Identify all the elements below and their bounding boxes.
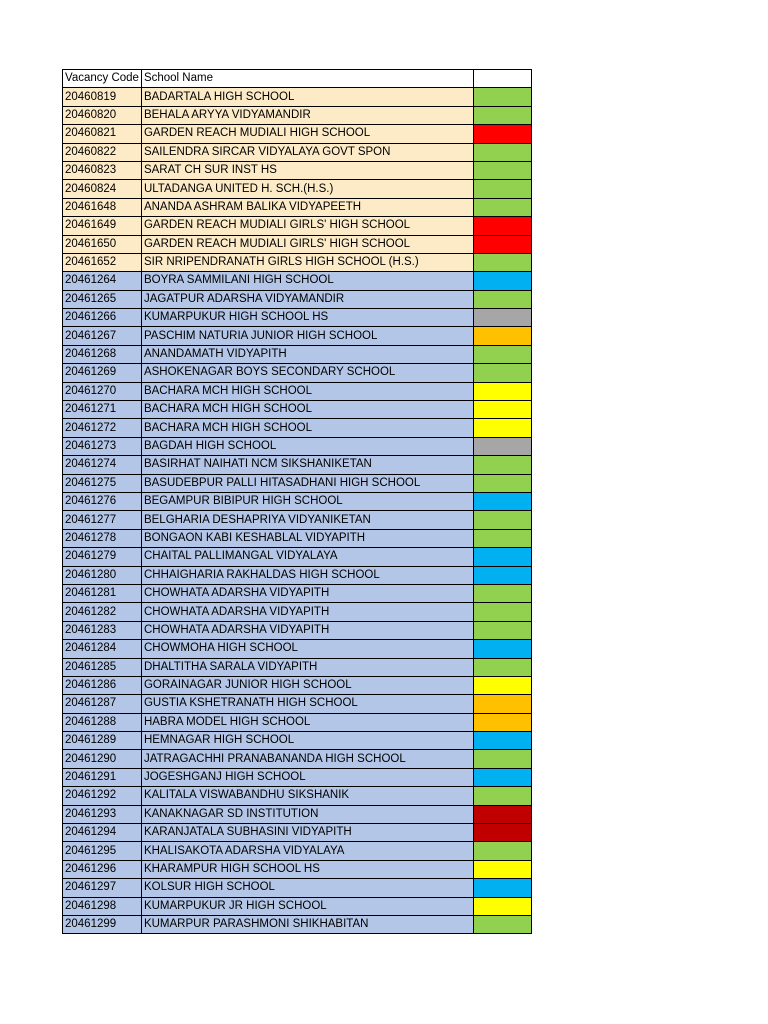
vacancy-code-cell[interactable]: 20461279 <box>63 548 142 566</box>
vacancy-code-cell[interactable]: 20461286 <box>63 676 142 694</box>
table-row <box>63 824 532 842</box>
vacancy-code-cell[interactable]: 20461265 <box>63 290 142 308</box>
vacancy-code-cell[interactable]: 20461298 <box>63 897 142 915</box>
table-row <box>63 401 532 419</box>
school-name-cell[interactable]: ASHOKENAGAR BOYS SECONDARY SCHOOL <box>141 364 473 382</box>
status-color-cell[interactable] <box>473 235 531 253</box>
status-color-cell[interactable] <box>473 474 531 492</box>
vacancy-code-cell[interactable]: 20461650 <box>63 235 142 253</box>
status-color-cell[interactable] <box>473 217 531 235</box>
vacancy-code-cell[interactable]: 20461296 <box>63 860 142 878</box>
status-color-cell[interactable] <box>473 787 531 805</box>
table-row <box>63 327 532 345</box>
school-name-cell[interactable]: KUMARPUKUR HIGH SCHOOL HS <box>141 309 473 327</box>
school-name-cell[interactable]: BADARTALA HIGH SCHOOL <box>141 88 473 106</box>
school-name-cell[interactable]: HABRA MODEL HIGH SCHOOL <box>141 713 473 731</box>
status-color-cell[interactable] <box>473 180 531 198</box>
school-name-cell[interactable]: CHAITAL PALLIMANGAL VIDYALAYA <box>141 548 473 566</box>
school-name-cell[interactable]: GARDEN REACH MUDIALI GIRLS' HIGH SCHOOL <box>141 217 473 235</box>
school-name-cell[interactable]: SARAT CH SUR INST HS <box>141 161 473 179</box>
status-color-cell[interactable] <box>473 824 531 842</box>
status-color-cell[interactable] <box>473 695 531 713</box>
table-row <box>63 345 532 363</box>
status-color-cell[interactable] <box>473 732 531 750</box>
header-status[interactable] <box>473 70 531 88</box>
status-color-cell[interactable] <box>473 143 531 161</box>
school-name-cell[interactable]: BELGHARIA DESHAPRIYA VIDYANIKETAN <box>141 511 473 529</box>
vacancy-code-cell[interactable]: 20461294 <box>63 824 142 842</box>
status-color-cell[interactable] <box>473 492 531 510</box>
vacancy-code-cell[interactable]: 20461283 <box>63 621 142 639</box>
status-color-cell[interactable] <box>473 309 531 327</box>
school-name-cell[interactable]: CHOWHATA ADARSHA VIDYAPITH <box>141 603 473 621</box>
table-row <box>63 419 532 437</box>
table-row <box>63 676 532 694</box>
status-color-cell[interactable] <box>473 272 531 290</box>
vacancy-code-cell[interactable]: 20461292 <box>63 787 142 805</box>
status-color-cell[interactable] <box>473 327 531 345</box>
vacancy-code-cell[interactable]: 20461267 <box>63 327 142 345</box>
status-color-cell[interactable] <box>473 750 531 768</box>
status-color-cell[interactable] <box>473 253 531 271</box>
school-name-cell[interactable]: BOYRA SAMMILANI HIGH SCHOOL <box>141 272 473 290</box>
vacancy-code-cell[interactable]: 20461648 <box>63 198 142 216</box>
table-row <box>63 768 532 786</box>
school-name-cell[interactable]: KARANJATALA SUBHASINI VIDYAPITH <box>141 824 473 842</box>
vacancy-code-cell[interactable]: 20461273 <box>63 437 142 455</box>
status-color-cell[interactable] <box>473 603 531 621</box>
table-row <box>63 640 532 658</box>
vacancy-code-cell[interactable]: 20461291 <box>63 768 142 786</box>
school-name-cell[interactable]: BASUDEBPUR PALLI HITASADHANI HIGH SCHOOL <box>141 474 473 492</box>
school-name-cell[interactable]: JAGATPUR ADARSHA VIDYAMANDIR <box>141 290 473 308</box>
school-name-cell[interactable]: ANANDAMATH VIDYAPITH <box>141 345 473 363</box>
table-row <box>63 382 532 400</box>
school-name-cell[interactable]: KOLSUR HIGH SCHOOL <box>141 879 473 897</box>
school-name-cell[interactable]: CHOWMOHA HIGH SCHOOL <box>141 640 473 658</box>
table-row <box>63 584 532 602</box>
school-name-cell[interactable]: GARDEN REACH MUDIALI GIRLS' HIGH SCHOOL <box>141 235 473 253</box>
vacancy-code-cell[interactable]: 20461266 <box>63 309 142 327</box>
school-name-cell[interactable]: KANAKNAGAR SD INSTITUTION <box>141 805 473 823</box>
vacancy-table <box>62 69 532 934</box>
table-row <box>63 750 532 768</box>
table-row <box>63 529 532 547</box>
status-color-cell[interactable] <box>473 382 531 400</box>
vacancy-code-cell[interactable]: 20460824 <box>63 180 142 198</box>
table-row <box>63 713 532 731</box>
school-name-cell[interactable]: HEMNAGAR HIGH SCHOOL <box>141 732 473 750</box>
school-name-cell[interactable]: PASCHIM NATURIA JUNIOR HIGH SCHOOL <box>141 327 473 345</box>
table-row <box>63 915 532 933</box>
status-color-cell[interactable] <box>473 768 531 786</box>
table-row <box>63 695 532 713</box>
vacancy-code-cell[interactable]: 20460821 <box>63 125 142 143</box>
status-color-cell[interactable] <box>473 640 531 658</box>
vacancy-code-cell[interactable]: 20460822 <box>63 143 142 161</box>
school-name-cell[interactable]: GUSTIA KSHETRANATH HIGH SCHOOL <box>141 695 473 713</box>
table-row <box>63 253 532 271</box>
status-color-cell[interactable] <box>473 676 531 694</box>
table-row <box>63 437 532 455</box>
table-row <box>63 897 532 915</box>
vacancy-code-cell[interactable]: 20460820 <box>63 106 142 124</box>
table-row <box>63 842 532 860</box>
school-name-cell[interactable]: CHOWHATA ADARSHA VIDYAPITH <box>141 584 473 602</box>
school-name-cell[interactable]: BAGDAH HIGH SCHOOL <box>141 437 473 455</box>
table-row <box>63 106 532 124</box>
school-name-cell[interactable]: BACHARA MCH HIGH SCHOOL <box>141 382 473 400</box>
school-name-cell[interactable]: KHALISAKOTA ADARSHA VIDYALAYA <box>141 842 473 860</box>
table-row <box>63 566 532 584</box>
school-name-cell[interactable]: BACHARA MCH HIGH SCHOOL <box>141 419 473 437</box>
table-row <box>63 272 532 290</box>
vacancy-code-cell[interactable]: 20461269 <box>63 364 142 382</box>
table-row <box>63 217 532 235</box>
school-name-cell[interactable]: CHOWHATA ADARSHA VIDYAPITH <box>141 621 473 639</box>
table-row <box>63 364 532 382</box>
status-color-cell[interactable] <box>473 529 531 547</box>
vacancy-code-cell[interactable]: 20461289 <box>63 732 142 750</box>
status-color-cell[interactable] <box>473 198 531 216</box>
school-name-cell[interactable]: ULTADANGA UNITED H. SCH.(H.S.) <box>141 180 473 198</box>
vacancy-code-cell[interactable]: 20461271 <box>63 401 142 419</box>
vacancy-code-cell[interactable]: 20461275 <box>63 474 142 492</box>
table-row <box>63 198 532 216</box>
vacancy-code-cell[interactable]: 20461287 <box>63 695 142 713</box>
school-name-cell[interactable]: ANANDA ASHRAM BALIKA VIDYAPEETH <box>141 198 473 216</box>
status-color-cell[interactable] <box>473 658 531 676</box>
vacancy-code-cell[interactable]: 20461290 <box>63 750 142 768</box>
vacancy-code-cell[interactable]: 20461285 <box>63 658 142 676</box>
school-name-cell[interactable]: KALITALA VISWABANDHU SIKSHANIK <box>141 787 473 805</box>
vacancy-code-cell[interactable]: 20461268 <box>63 345 142 363</box>
table-row <box>63 290 532 308</box>
table-row <box>63 658 532 676</box>
table-row <box>63 88 532 106</box>
status-color-cell[interactable] <box>473 805 531 823</box>
table-row <box>63 235 532 253</box>
status-color-cell[interactable] <box>473 621 531 639</box>
vacancy-table-body <box>63 70 532 934</box>
vacancy-code-cell[interactable]: 20461274 <box>63 456 142 474</box>
status-color-cell[interactable] <box>473 584 531 602</box>
status-color-cell[interactable] <box>473 713 531 731</box>
vacancy-code-cell[interactable]: 20461288 <box>63 713 142 731</box>
school-name-cell[interactable]: SAILENDRA SIRCAR VIDYALAYA GOVT SPON <box>141 143 473 161</box>
school-name-cell[interactable]: GORAINAGAR JUNIOR HIGH SCHOOL <box>141 676 473 694</box>
vacancy-code-cell[interactable]: 20461295 <box>63 842 142 860</box>
status-color-cell[interactable] <box>473 345 531 363</box>
table-row <box>63 456 532 474</box>
table-row <box>63 548 532 566</box>
table-row <box>63 492 532 510</box>
status-color-cell[interactable] <box>473 161 531 179</box>
header-vacancy-code[interactable]: Vacancy Code <box>63 70 142 88</box>
status-color-cell[interactable] <box>473 437 531 455</box>
status-color-cell[interactable] <box>473 915 531 933</box>
vacancy-code-cell[interactable]: 20461280 <box>63 566 142 584</box>
table-row <box>63 787 532 805</box>
status-color-cell[interactable] <box>473 364 531 382</box>
table-row <box>63 732 532 750</box>
school-name-cell[interactable]: JATRAGACHHI PRANABANANDA HIGH SCHOOL <box>141 750 473 768</box>
status-color-cell[interactable] <box>473 456 531 474</box>
status-color-cell[interactable] <box>473 290 531 308</box>
school-name-cell[interactable]: DHALTITHA SARALA VIDYAPITH <box>141 658 473 676</box>
vacancy-code-cell[interactable]: 20461297 <box>63 879 142 897</box>
vacancy-code-cell[interactable]: 20461276 <box>63 492 142 510</box>
status-color-cell[interactable] <box>473 88 531 106</box>
vacancy-code-cell[interactable]: 20461284 <box>63 640 142 658</box>
vacancy-code-cell[interactable]: 20461277 <box>63 511 142 529</box>
school-name-cell[interactable]: KUMARPUR PARASHMONI SHIKHABITAN <box>141 915 473 933</box>
vacancy-code-cell[interactable]: 20461652 <box>63 253 142 271</box>
vacancy-code-cell[interactable]: 20461278 <box>63 529 142 547</box>
status-color-cell[interactable] <box>473 511 531 529</box>
table-row <box>63 180 532 198</box>
vacancy-code-cell[interactable]: 20461270 <box>63 382 142 400</box>
status-color-cell[interactable] <box>473 106 531 124</box>
table-row <box>63 603 532 621</box>
school-name-cell[interactable]: BEGAMPUR BIBIPUR HIGH SCHOOL <box>141 492 473 510</box>
table-row <box>63 621 532 639</box>
vacancy-code-cell[interactable]: 20460819 <box>63 88 142 106</box>
status-color-cell[interactable] <box>473 879 531 897</box>
table-row <box>63 143 532 161</box>
status-color-cell[interactable] <box>473 842 531 860</box>
school-name-cell[interactable]: GARDEN REACH MUDIALI HIGH SCHOOL <box>141 125 473 143</box>
vacancy-code-cell[interactable]: 20461264 <box>63 272 142 290</box>
table-row <box>63 860 532 878</box>
school-name-cell[interactable]: KHARAMPUR HIGH SCHOOL HS <box>141 860 473 878</box>
school-name-cell[interactable]: BACHARA MCH HIGH SCHOOL <box>141 401 473 419</box>
school-name-cell[interactable]: JOGESHGANJ HIGH SCHOOL <box>141 768 473 786</box>
header-school-name[interactable]: School Name <box>141 70 473 88</box>
school-name-cell[interactable]: CHHAIGHARIA RAKHALDAS HIGH SCHOOL <box>141 566 473 584</box>
status-color-cell[interactable] <box>473 419 531 437</box>
table-row <box>63 309 532 327</box>
status-color-cell[interactable] <box>473 566 531 584</box>
school-name-cell[interactable]: SIR NRIPENDRANATH GIRLS HIGH SCHOOL (H.S.) <box>141 253 473 271</box>
status-color-cell[interactable] <box>473 125 531 143</box>
table-row <box>63 511 532 529</box>
table-row <box>63 125 532 143</box>
status-color-cell[interactable] <box>473 548 531 566</box>
school-name-cell[interactable]: BONGAON KABI KESHABLAL VIDYAPITH <box>141 529 473 547</box>
status-color-cell[interactable] <box>473 860 531 878</box>
status-color-cell[interactable] <box>473 401 531 419</box>
table-row <box>63 474 532 492</box>
school-name-cell[interactable]: BASIRHAT NAIHATI NCM SIKSHANIKETAN <box>141 456 473 474</box>
school-name-cell[interactable]: BEHALA ARYYA VIDYAMANDIR <box>141 106 473 124</box>
school-name-cell[interactable]: KUMARPUKUR JR HIGH SCHOOL <box>141 897 473 915</box>
status-color-cell[interactable] <box>473 897 531 915</box>
vacancy-code-cell[interactable]: 20460823 <box>63 161 142 179</box>
vacancy-code-cell[interactable]: 20461281 <box>63 584 142 602</box>
table-row <box>63 161 532 179</box>
vacancy-code-cell[interactable]: 20461293 <box>63 805 142 823</box>
header-row <box>63 70 532 88</box>
vacancy-code-cell[interactable]: 20461299 <box>63 915 142 933</box>
vacancy-code-cell[interactable]: 20461649 <box>63 217 142 235</box>
vacancy-code-cell[interactable]: 20461282 <box>63 603 142 621</box>
table-row <box>63 879 532 897</box>
vacancy-code-cell[interactable]: 20461272 <box>63 419 142 437</box>
table-row <box>63 805 532 823</box>
